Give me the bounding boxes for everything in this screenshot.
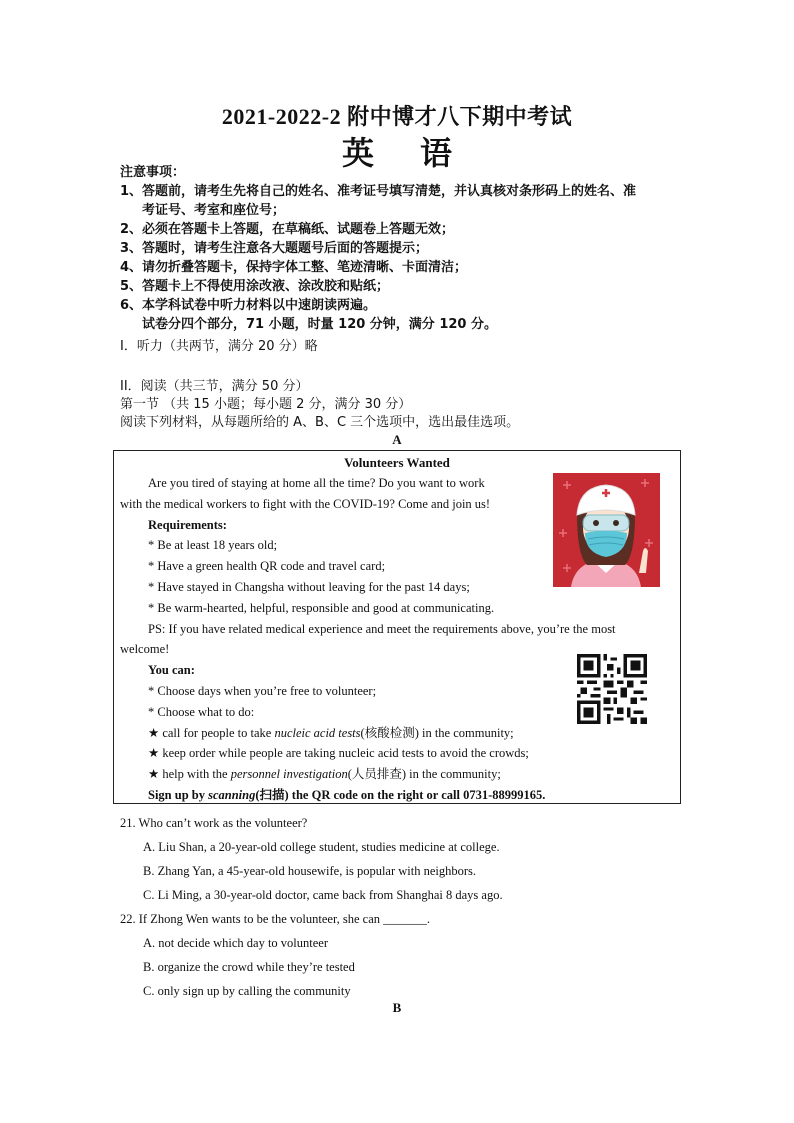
notes-summary: 试卷分四个部分，71 小题，时量 120 分钟，满分 120 分。 bbox=[142, 317, 497, 332]
task-item bbox=[120, 764, 676, 785]
note-item: 1、答题前，请考生先将自己的姓名、准考证号填写清楚，并认真核对条形码上的姓名、准 bbox=[120, 184, 637, 199]
requirement-item: * Have a green health QR code and travel card; bbox=[148, 559, 386, 574]
signup-line bbox=[120, 785, 676, 806]
choice-item: * Choose days when you’re free to volunteer; bbox=[148, 683, 377, 698]
signup-text: (扫描) the QR code on the right or call 0731-88999165. bbox=[255, 787, 546, 802]
ps-line: PS: If you have related medical experience and meet the requirements above, you’re the most bbox=[148, 621, 616, 636]
subject-title: 英语 bbox=[341, 135, 498, 171]
signup-emphasis: scanning bbox=[208, 787, 256, 802]
question-option: A. not decide which day to volunteer bbox=[143, 936, 329, 950]
ps-line: welcome! bbox=[120, 642, 170, 657]
note-item: 5、答题卡上不得使用涂改液、涂改胶和贴纸； bbox=[120, 279, 390, 294]
question-stem: 21. Who can’t work as the volunteer? bbox=[120, 816, 308, 830]
task-item: ★ keep order while people are taking nucleic acid tests to avoid the crowds; bbox=[148, 746, 529, 761]
nurse-illustration bbox=[553, 473, 660, 587]
note-item: 3、答题时，请考生注意各大题题号后面的答题提示； bbox=[120, 241, 429, 256]
notes-heading: 注意事项： bbox=[120, 165, 186, 180]
exam-title: 2021-2022-2 附中博才八下期中考试 bbox=[221, 104, 573, 129]
requirement-item: * Have stayed in Changsha without leaving for the past 14 days; bbox=[148, 579, 470, 594]
reading-heading: II．阅读（共三节，满分 50 分） bbox=[120, 379, 309, 394]
requirements-heading: Requirements: bbox=[148, 517, 227, 532]
task-emphasis: personnel investigation bbox=[230, 767, 348, 782]
passage-title: Volunteers Wanted bbox=[344, 455, 450, 470]
passage-letter-a: A bbox=[392, 432, 402, 447]
section-one-heading: 第一节 （共 15 小题；每小题 2 分，满分 30 分） bbox=[120, 397, 412, 412]
question-option: B. Zhang Yan, a 45-year-old housewife, is popular with neighbors. bbox=[143, 864, 477, 878]
reading-section bbox=[120, 378, 519, 432]
task-text: ★ help with the bbox=[148, 767, 231, 782]
you-can-heading: You can: bbox=[148, 663, 195, 678]
intro-line: Are you tired of staying at home all the time? Do you want to work bbox=[148, 476, 485, 490]
task-text: (人员排查) in the community; bbox=[347, 767, 501, 782]
note-item: 2、必须在答题卡上答题，在草稿纸、试题卷上答题无效； bbox=[120, 222, 455, 237]
task-text: ★ call for people to take bbox=[148, 725, 275, 740]
question-option: C. Li Ming, a 30-year-old doctor, came back from Shanghai 8 days ago. bbox=[143, 888, 503, 902]
task-emphasis: nucleic acid tests bbox=[274, 725, 361, 740]
choice-item: * Choose what to do: bbox=[148, 704, 255, 719]
signup-text: Sign up by bbox=[148, 787, 209, 802]
passage-letter-b: B bbox=[392, 1000, 402, 1015]
question-option: A. Liu Shan, a 20-year-old college student, studies medicine at college. bbox=[143, 840, 500, 854]
questions-block bbox=[120, 811, 503, 1003]
note-item: 4、请勿折叠答题卡，保持字体工整、笔迹清晰、卡面清洁； bbox=[120, 260, 468, 275]
qr-code-image bbox=[576, 654, 648, 724]
listening-section: I．听力（共两节，满分 20 分）略 bbox=[120, 339, 318, 354]
task-item bbox=[120, 723, 676, 744]
question-stem: 22. If Zhong Wen wants to be the volunteer, she can _______. bbox=[120, 912, 430, 926]
question-option: B. organize the crowd while they’re tested bbox=[143, 960, 355, 974]
reading-instruction: 阅读下列材料，从每题所给的 A、B、C 三个选项中，选出最佳选项。 bbox=[120, 415, 520, 430]
note-item: 6、本学科试卷中听力材料以中速朗读两遍。 bbox=[120, 298, 377, 313]
requirement-item: * Be warm-hearted, helpful, responsible and good at communicating. bbox=[148, 600, 495, 615]
task-text: (核酸检测) in the community; bbox=[360, 725, 514, 740]
notes-block bbox=[120, 163, 690, 334]
requirement-item: * Be at least 18 years old; bbox=[148, 538, 278, 553]
note-item: 考证号、考室和座位号； bbox=[142, 203, 286, 218]
intro-line: with the medical workers to fight with the COVID-19? Come and join us! bbox=[120, 496, 491, 511]
question-option: C. only sign up by calling the community bbox=[143, 984, 351, 998]
